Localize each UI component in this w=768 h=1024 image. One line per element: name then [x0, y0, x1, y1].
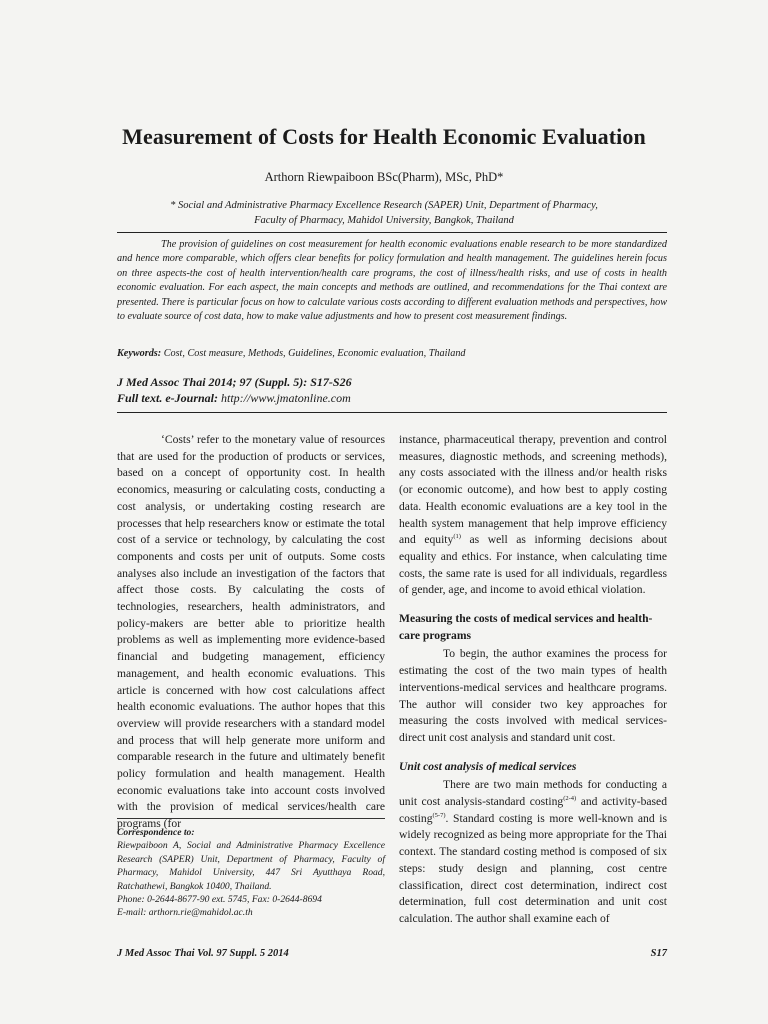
journal-url-link[interactable]: http://www.jmatonline.com: [221, 391, 351, 405]
top-divider: [117, 232, 667, 233]
keywords-label: Keywords:: [117, 348, 162, 359]
fulltext-label: Full text. e-Journal:: [117, 391, 219, 405]
author-line: Arthorn Riewpaiboon BSc(Pharm), MSc, PhD*: [264, 170, 504, 184]
correspondence-divider: [117, 818, 385, 819]
correspondence: [117, 826, 385, 920]
correspondence-address: Riewpaiboon A, Social and Administrative Pharmacy Excellence Research (SAPER) Unit, Department of Pharmacy, Faculty of Pharmacy, Mahidol University, 447 Sri Ayutthaya Road, Ratchathewi, Bangkok 10400, Thailand.: [117, 840, 385, 892]
section-heading: Measuring the costs of medical services and health-care programs: [399, 612, 653, 642]
keywords-text: Cost, Cost measure, Methods, Guidelines, Economic evaluation, Thailand: [163, 348, 466, 359]
affiliation-line-2: Faculty of Pharmacy, Mahidol University, Bangkok, Thailand: [254, 215, 514, 226]
body-column-right: [399, 432, 667, 928]
body-paragraph: There are two main methods for conducting a unit cost analysis-standard costing$^{(2-4)}$ and activity-based costing$^{(5-7)}$. Standard costing is more well-known and is widely recognized as being more appropriate for the Thai context. The standard costing method is composed of six steps: study design and planning, cost centre classification, direct cost determination, indirect cost determination, full cost determination and unit cost calculation. The author shall examine each of: [399, 778, 667, 925]
body-paragraph: instance, pharmaceutical therapy, prevention and control measures, diagnostic methods, and screening methods), any costs associated with the illness and/or health risks (or economic outcome), and how best to apply costing data. Health economic evaluations are a key tool in the health system management that help improve efficiency and equity$^{(1)}$ as well as informing decisions about equality and ethics. For instance, when calculating time costs, the same rate is used for all individuals, regardless of gender, age, and income to avoid ethical violation.: [399, 433, 667, 597]
correspondence-phone: Phone: 0-2644-8677-90 ext. 5745, Fax: 0-2644-8694: [117, 894, 322, 906]
page-number: S17: [650, 948, 667, 959]
subsection-heading: Unit cost analysis of medical services: [399, 759, 577, 773]
abstract: The provision of guidelines on cost measurement for health economic evaluations enable research to be more standardized and hence more comparable, which offers clear benefits for policy formulation and health management. The guidelines herein focus on three aspects-the cost of health intervention/health care programs, the cost of illness/health risks, and use of costs in health economic evaluation. For each aspect, the main concepts and methods are outlined, and recommendations for the Thai context are presented. There is particular focus on how to calculate various costs according to different evaluation methods and perspectives, how to evaluate source of cost data, how to make value adjustments and how to present cost measurement findings.: [117, 239, 667, 323]
keywords: [117, 348, 667, 359]
citation-journal: J Med Assoc Thai 2014; 97 (Suppl. 5): S17-S26: [117, 375, 352, 389]
affiliation: [120, 198, 648, 228]
citation-ref: (5-7): [432, 811, 446, 819]
correspondence-email[interactable]: E-mail: arthorn.rie@mahidol.ac.th: [117, 907, 253, 919]
body-paragraph: ‘Costs’ refer to the monetary value of resources that are used for the production of products or services, based on a concept of opportunity cost. In health economics, measuring or calculating costs, conducting a cost analysis, or undertaking costing research are processes that help researchers know or estimate the total cost of a service or technology, by calculating the cost components and costs per unit of outputs. Some costs analyses also include an investigation of the factors that affect those costs. By calculating the costs of technologies, researchers, health administrators, and policy-makers are better able to prioritize health problems as well as implementing more evidence-based financial and budgeting management, efficiency management, and health economic evaluations. This article is concerned with how cost calculations affect health economic evaluations. The author hopes that this overview will provide researchers with a standard model and process that will help generate more uniform and comparable research in the future and ultimately benefit policy formulation and health management. Health economic evaluations take into account costs involved with the provision of medical services/health care programs (for: [117, 433, 385, 831]
citation-ref: (1): [453, 533, 461, 541]
article-title: Measurement of Costs for Health Economic Evaluation: [122, 124, 646, 149]
footer-journal: J Med Assoc Thai Vol. 97 Suppl. 5 2014: [117, 948, 289, 959]
correspondence-label: Correspondence to:: [117, 827, 195, 838]
affiliation-line-1: * Social and Administrative Pharmacy Excellence Research (SAPER) Unit, Department of Pharmacy,: [170, 200, 598, 211]
body-paragraph: To begin, the author examines the process for estimating the cost of the two main types of health interventions-medical services and healthcare programs. The author will consider two key approaches for measuring the costs involved with medical services-direct unit cost analysis and standard unit cost.: [399, 647, 667, 744]
citation-ref: (2-4): [563, 795, 577, 803]
page-footer: [117, 948, 667, 959]
body-column-left: [117, 432, 385, 833]
citation: [117, 374, 667, 406]
section-divider: [117, 412, 667, 413]
